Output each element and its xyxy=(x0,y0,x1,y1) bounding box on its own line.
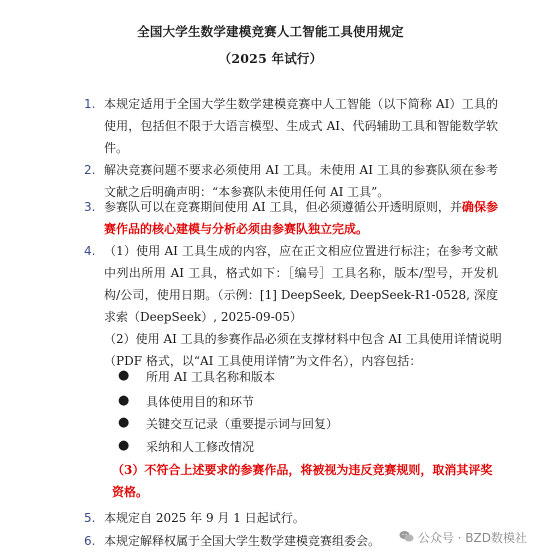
wechat-icon xyxy=(399,530,414,546)
item-number: 4. xyxy=(84,244,96,258)
item4-subclause-3: （3）不符合上述要求的参赛作品，将被视为违反竞赛规则，取消其评奖资格。 xyxy=(112,463,493,499)
watermark xyxy=(399,529,527,546)
item-text: 本规定自 2025 年 9 月 1 日起试行。 xyxy=(104,511,305,525)
bullet-icon: ● xyxy=(118,415,130,430)
document-title: 全国大学生数学建模竞赛人工智能工具使用规定 xyxy=(137,24,404,39)
item-text: 本规定适用于全国大学生数学建模竞赛中人工智能（以下简称 AI）工具的使用，包括但不限于大语言模型、生成式 AI、代码辅助工具和智能数学软件。 xyxy=(104,97,498,155)
item-text xyxy=(104,196,498,240)
item4-subclause-2: （2）使用 AI 工具的参赛作品必须在支撑材料中包含 AI 工具使用详情说明（PDF 格式，以“AI 工具使用详情”为文件名），内容包括： xyxy=(104,332,502,368)
item-text: 本规定解释权属于全国大学生数学建模竞赛组委会。 xyxy=(104,534,381,548)
item-text-emphasis: 确保参赛作品的核心建模与分析必须由参赛队独立完成。 xyxy=(104,200,498,236)
watermark-text: 公众号 · BZD数模社 xyxy=(417,531,527,545)
bullet-text: 所用 AI 工具名称和版本 xyxy=(146,370,276,384)
item-number: 1. xyxy=(84,97,96,111)
item-number: 2. xyxy=(84,163,96,177)
bullet-icon: ● xyxy=(118,438,130,453)
bullet-text: 采纳和人工修改情况 xyxy=(146,440,255,454)
item-number: 3. xyxy=(84,200,96,214)
item-number: 6. xyxy=(84,534,96,548)
item-text-plain: 参赛队可以在竞赛期间使用 AI 工具，但必须遵循公开透明原则，并 xyxy=(104,200,462,214)
bullet-text: 具体使用目的和环节 xyxy=(146,395,255,409)
item-number: 5. xyxy=(84,511,96,525)
bullet-text: 关键交互记录（重要提示词与回复） xyxy=(146,417,339,431)
document-subtitle: （2025 年试行） xyxy=(218,51,323,66)
item-text: 解决竞赛问题不要求必须使用 AI 工具。未使用 AI 工具的参赛队须在参考文献之后明确声明：“本参赛队未使用任何 AI 工具”。 xyxy=(104,163,498,199)
bullet-icon: ● xyxy=(118,393,130,408)
bullet-icon: ● xyxy=(118,368,130,383)
item-text: （1）使用 AI 工具生成的内容，应在正文相应位置进行标注；在参考文献中列出所用 AI 工具，格式如下：［编号］工具名称，版本/型号，开发机构/公司，使用日期。（示例：[1] DeepSeek, DeepSeek-R1-0528, 深度求索（DeepSeek）, 2025-09-05） xyxy=(104,244,498,324)
